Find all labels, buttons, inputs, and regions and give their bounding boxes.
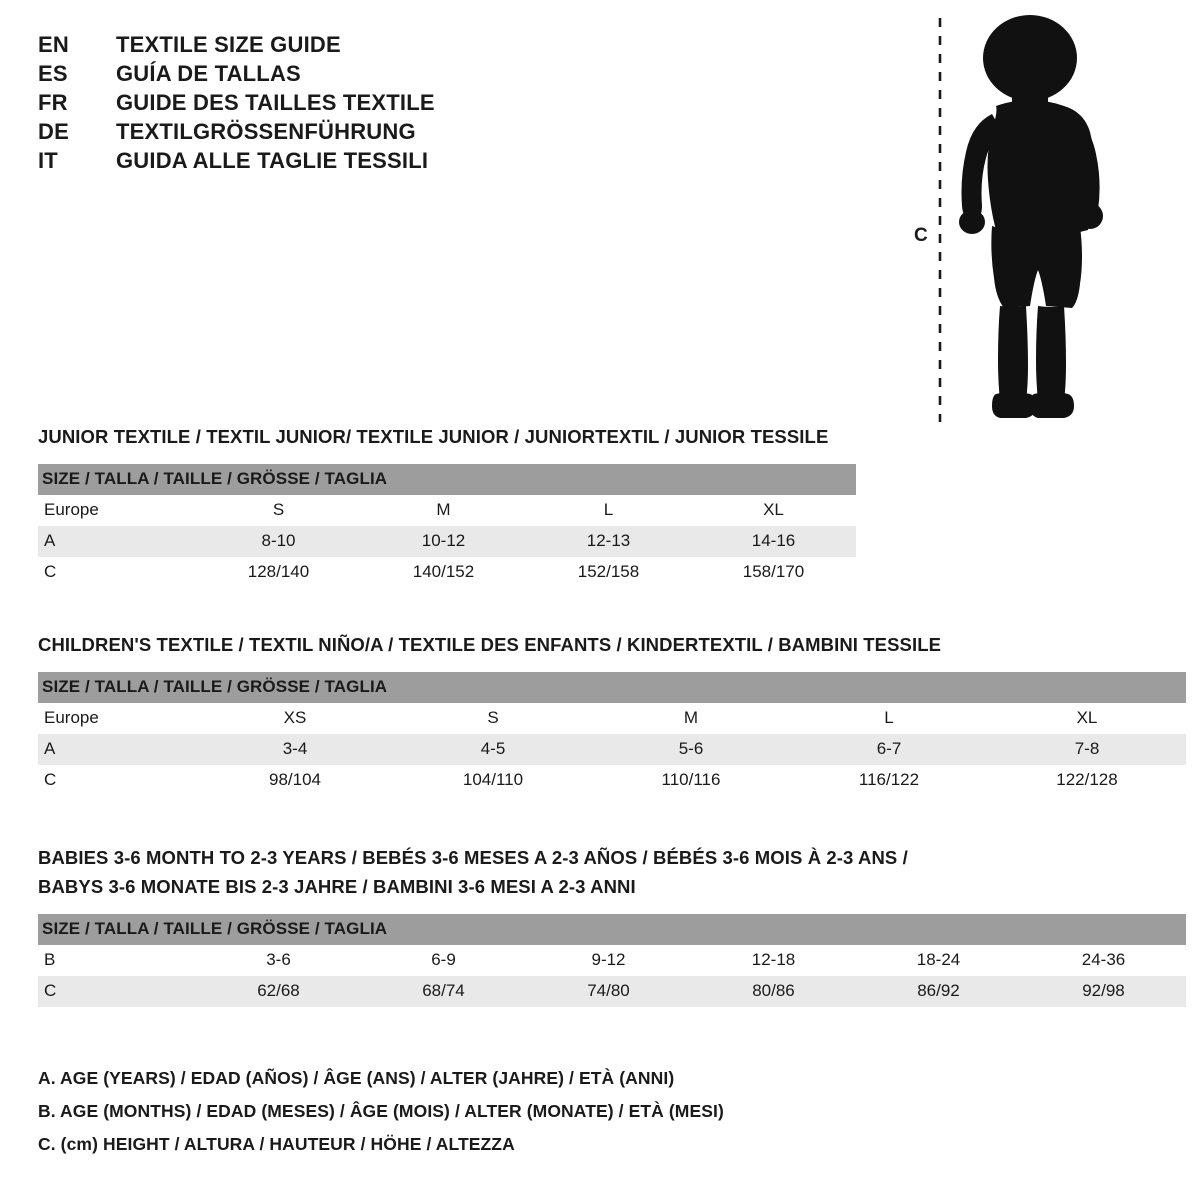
- table-cell: M: [361, 495, 526, 526]
- table-band-label: SIZE / TALLA / TAILLE / GRÖSSE / TAGLIA: [38, 914, 1186, 945]
- table-row: [38, 495, 856, 526]
- row-label: A: [38, 526, 196, 557]
- table-cell: L: [790, 703, 988, 734]
- footnote-a: A. AGE (YEARS) / EDAD (AÑOS) / ÂGE (ANS) / ALTER (JAHRE) / ETÀ (ANNI): [38, 1068, 675, 1088]
- children-size-table: [38, 672, 1186, 796]
- table-cell: 3-4: [196, 734, 394, 765]
- babies-size-table: [38, 914, 1186, 1007]
- table-row: [38, 734, 1186, 765]
- table-cell: XL: [988, 703, 1186, 734]
- title-row: [38, 61, 658, 87]
- table-cell: 12-13: [526, 526, 691, 557]
- title-language-code: FR: [38, 90, 68, 115]
- table-row: [38, 765, 1186, 796]
- table-row: [38, 945, 1186, 976]
- table-cell: 62/68: [196, 976, 361, 1007]
- row-label: B: [38, 945, 196, 976]
- table-cell: 158/170: [691, 557, 856, 588]
- table-cell: 12-18: [691, 945, 856, 976]
- title-row: [38, 119, 658, 145]
- title-language-code: EN: [38, 32, 69, 57]
- title-language-code: ES: [38, 61, 68, 86]
- table-row: [38, 703, 1186, 734]
- section-heading: JUNIOR TEXTILE / TEXTIL JUNIOR/ TEXTILE JUNIOR / JUNIORTEXTIL / JUNIOR TESSILE: [38, 426, 829, 447]
- table-band-row: [38, 914, 1186, 945]
- title-row: [38, 148, 658, 174]
- title-text: TEXTILGRÖSSENFÜHRUNG: [116, 119, 416, 144]
- title-row: [38, 90, 658, 116]
- table-cell: 6-9: [361, 945, 526, 976]
- footnotes: [38, 1068, 1038, 1167]
- section-childrens-textile: [38, 632, 1186, 796]
- table-band-row: [38, 672, 1186, 703]
- table-cell: 5-6: [592, 734, 790, 765]
- table-cell: 10-12: [361, 526, 526, 557]
- table-band-label: SIZE / TALLA / TAILLE / GRÖSSE / TAGLIA: [38, 672, 1186, 703]
- title-text: GUÍA DE TALLAS: [116, 61, 301, 86]
- footnote-c: C. (cm) HEIGHT / ALTURA / HAUTEUR / HÖHE / ALTEZZA: [38, 1134, 515, 1154]
- table-cell: S: [196, 495, 361, 526]
- table-row: [38, 557, 856, 588]
- title-text: TEXTILE SIZE GUIDE: [116, 32, 341, 57]
- section-heading: CHILDREN'S TEXTILE / TEXTIL NIÑO/A / TEXTILE DES ENFANTS / KINDERTEXTIL / BAMBINI TESSILE: [38, 634, 942, 655]
- table-cell: 4-5: [394, 734, 592, 765]
- table-cell: 6-7: [790, 734, 988, 765]
- table-cell: 104/110: [394, 765, 592, 796]
- title-row: [38, 32, 658, 58]
- table-band-row: [38, 464, 856, 495]
- table-cell: 68/74: [361, 976, 526, 1007]
- table-cell: 92/98: [1021, 976, 1186, 1007]
- section-heading-line1: BABIES 3-6 MONTH TO 2-3 YEARS / BEBÉS 3-6 MESES A 2-3 AÑOS / BÉBÉS 3-6 MOIS À 2-3 ANS /: [38, 847, 908, 868]
- row-label: C: [38, 557, 196, 588]
- height-measure-label: C: [914, 225, 928, 246]
- table-cell: 74/80: [526, 976, 691, 1007]
- table-cell: 152/158: [526, 557, 691, 588]
- section-junior-textile: [38, 424, 856, 588]
- table-cell: 18-24: [856, 945, 1021, 976]
- table-cell: 116/122: [790, 765, 988, 796]
- section-heading-line2: BABYS 3-6 MONATE BIS 2-3 JAHRE / BAMBINI 3-6 MESI A 2-3 ANNI: [38, 875, 636, 897]
- table-cell: S: [394, 703, 592, 734]
- title-text: GUIDE DES TAILLES TEXTILE: [116, 90, 435, 115]
- multilingual-title-block: [38, 32, 658, 177]
- table-row: [38, 976, 1186, 1007]
- row-label: Europe: [38, 703, 196, 734]
- table-cell: 7-8: [988, 734, 1186, 765]
- table-cell: 128/140: [196, 557, 361, 588]
- table-row: [38, 526, 856, 557]
- section-babies-textile: [38, 845, 1186, 1007]
- row-label: Europe: [38, 495, 196, 526]
- table-cell: M: [592, 703, 790, 734]
- child-silhouette-icon: [900, 10, 1160, 430]
- table-cell: XL: [691, 495, 856, 526]
- table-cell: 110/116: [592, 765, 790, 796]
- table-band-label: SIZE / TALLA / TAILLE / GRÖSSE / TAGLIA: [38, 464, 856, 495]
- table-cell: 86/92: [856, 976, 1021, 1007]
- footnote-b: B. AGE (MONTHS) / EDAD (MESES) / ÂGE (MOIS) / ALTER (MONATE) / ETÀ (MESI): [38, 1101, 724, 1121]
- row-label: A: [38, 734, 196, 765]
- table-cell: 24-36: [1021, 945, 1186, 976]
- table-cell: 80/86: [691, 976, 856, 1007]
- row-label: C: [38, 765, 196, 796]
- table-cell: L: [526, 495, 691, 526]
- table-cell: 3-6: [196, 945, 361, 976]
- table-cell: 9-12: [526, 945, 691, 976]
- title-text: GUIDA ALLE TAGLIE TESSILI: [116, 148, 429, 173]
- title-language-code: DE: [38, 119, 69, 144]
- row-label: C: [38, 976, 196, 1007]
- table-cell: 14-16: [691, 526, 856, 557]
- table-cell: 122/128: [988, 765, 1186, 796]
- title-language-code: IT: [38, 148, 58, 173]
- table-cell: 8-10: [196, 526, 361, 557]
- measurement-figure: [900, 10, 1160, 430]
- junior-size-table: [38, 464, 856, 588]
- table-cell: 98/104: [196, 765, 394, 796]
- table-cell: XS: [196, 703, 394, 734]
- table-cell: 140/152: [361, 557, 526, 588]
